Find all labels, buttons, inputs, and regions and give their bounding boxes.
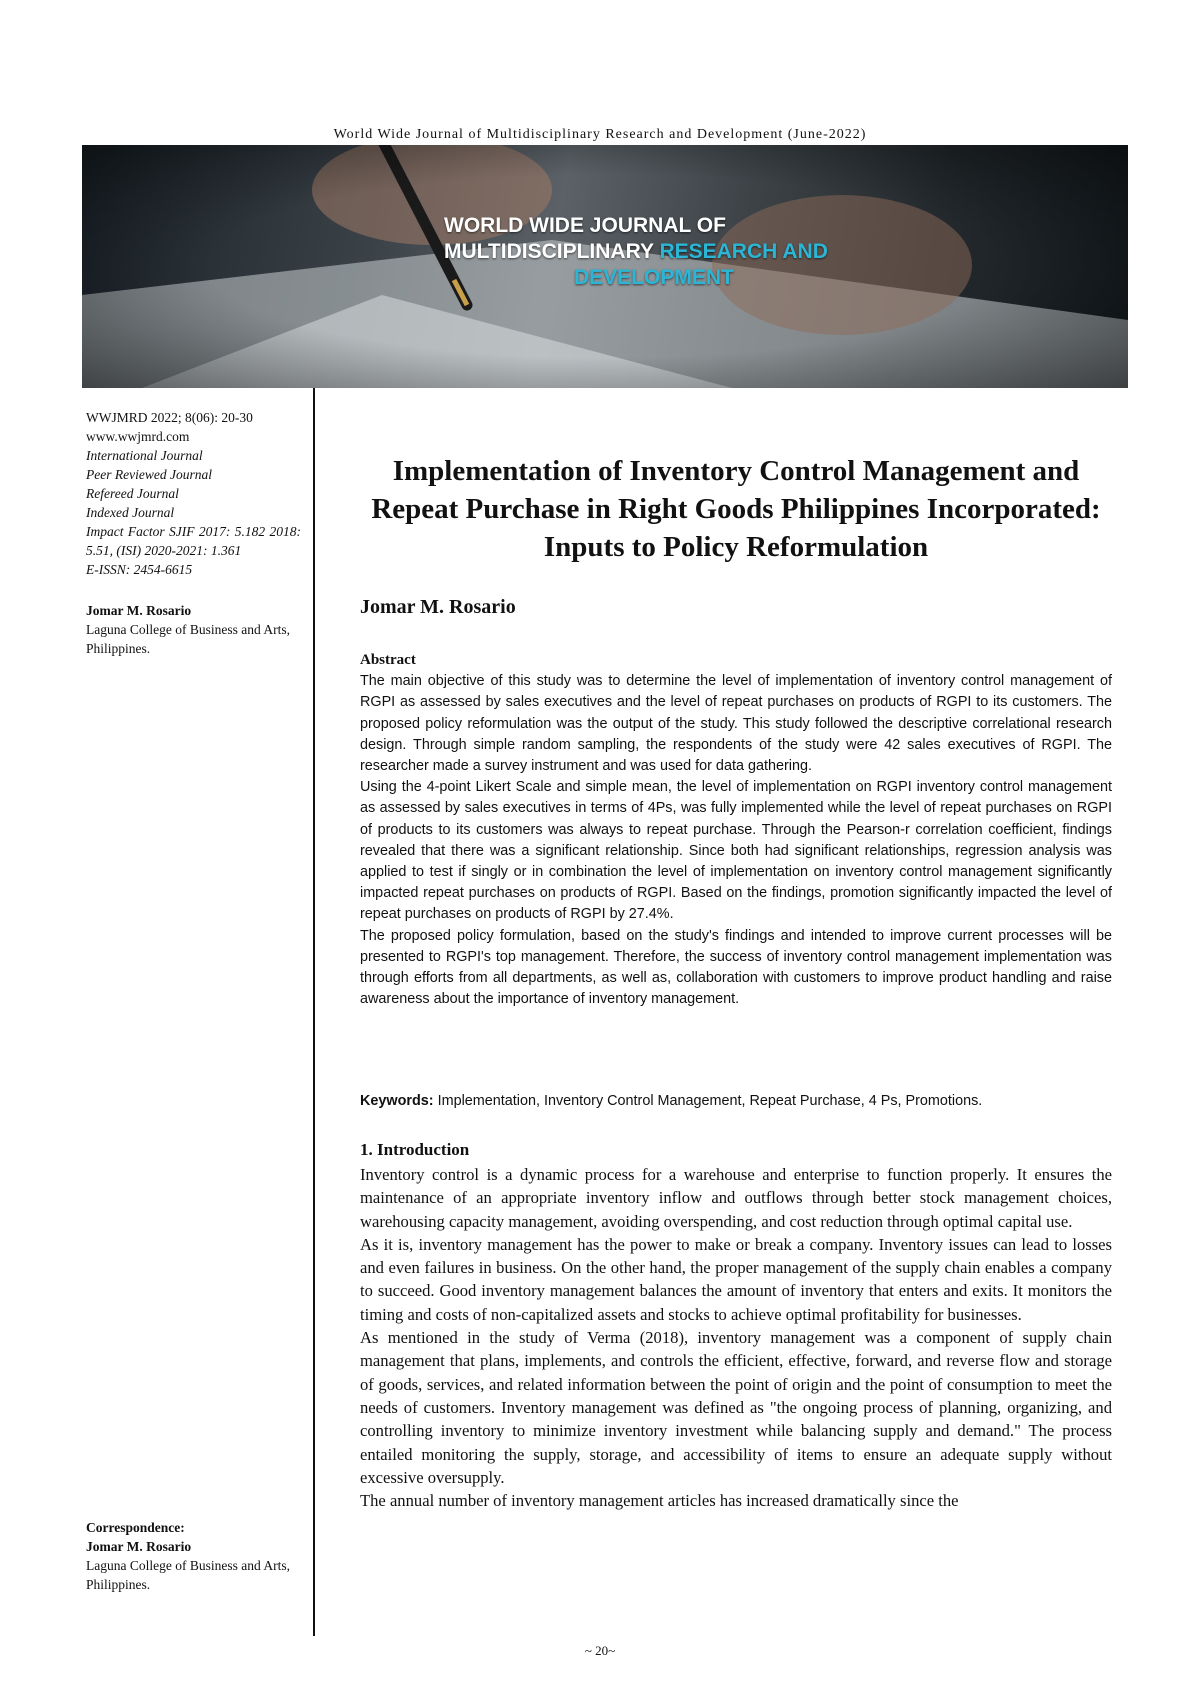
abstract-paragraph: The main objective of this study was to determine the level of implementation of inventory control management of RGPI as assessed by sales executives and the level of repeat purchases on products of RGPI to its customers. The proposed policy reformulation was the output of the study. This study followed the descriptive correlational research design. Through simple random sampling, the respondents of the study were 42 sales executives of RGPI. The researcher made a survey instrument and was used for data gathering.	[360, 673, 1112, 775]
tag-refereed: Refereed Journal	[86, 486, 179, 501]
intro-paragraph: As mentioned in the study of Verma (2018), inventory management was a component of supply chain management that plans, implements, and controls the efficient, effective, forward, and reverse flow and storage of goods, services, and related information between the point of origin and the point of consumption to meet the needs of customers. Inventory management was defined as "the ongoing process of planning, organizing, and controlling inventory to minimize inventory investment while balancing supply and demand." The process entailed monitoring the supply, storage, and accessibility of items to ensure an adequate supply without excessive oversupply.	[360, 1328, 1112, 1487]
banner-line-3: DEVELOPMENT	[574, 266, 734, 289]
intro-heading: 1. Introduction	[360, 1140, 470, 1159]
journal-banner	[82, 145, 1128, 388]
keywords-list: Implementation, Inventory Control Management, Repeat Purchase, 4 Ps, Promotions.	[437, 1093, 983, 1109]
eissn: E-ISSN: 2454-6615	[86, 562, 193, 577]
impact-factor: Impact Factor SJIF 2017: 5.182 2018: 5.51, (ISI) 2020-2021: 1.361	[86, 524, 301, 558]
column-divider	[313, 388, 315, 1636]
correspondence-affiliation: Laguna College of Business and Arts, Philippines.	[86, 1558, 290, 1592]
intro-paragraph: As it is, inventory management has the power to make or break a company. Inventory issues can lead to losses and even failures in business. On the other hand, the proper management of the supply chain enables a company to succeed. Good inventory management balances the amount of inventory that enters and exits. It monitors the timing and costs of non-capitalized assets and stocks to achieve optimal profitability for businesses.	[360, 1234, 1112, 1324]
keywords	[360, 1093, 1112, 1109]
page-number: ~ 20~	[584, 1643, 616, 1658]
abstract	[360, 650, 1112, 1010]
paper-title: Implementation of Inventory Control Management and Repeat Purchase in Right Goods Philippines Incorporated: Inputs to Policy Reformulation	[371, 455, 1101, 563]
correspondence-name: Jomar M. Rosario	[86, 1539, 192, 1554]
sidebar-author-affiliation: Laguna College of Business and Arts, Philippines.	[86, 622, 290, 656]
intro-paragraph: Inventory control is a dynamic process for a warehouse and enterprise to function properly. It ensures the maintenance of an appropriate inventory inflow and outflows through better stock management choices, warehousing capacity management, avoiding overspending, and cost reduction through optimal capital use.	[360, 1165, 1112, 1231]
tag-indexed: Indexed Journal	[86, 505, 175, 520]
abstract-paragraph: The proposed policy formulation, based on the study's findings and intended to improve current processes will be presented to RGPI's top management. Therefore, the success of inventory control management implementation was through efforts from all departments, as well as, collaboration with customers to improve product handling and raise awareness about the importance of inventory management.	[360, 927, 1112, 1008]
banner-line-2	[444, 239, 964, 265]
paper-author: Jomar M. Rosario	[360, 596, 516, 618]
intro-paragraph: The annual number of inventory management articles has increased dramatically since the	[360, 1491, 959, 1511]
correspondence-label: Correspondence:	[86, 1520, 185, 1535]
abstract-heading: Abstract	[360, 652, 416, 668]
tag-international: International Journal	[86, 448, 203, 463]
introduction	[360, 1163, 1112, 1512]
sidebar-author-name: Jomar M. Rosario	[86, 603, 192, 618]
keywords-label: Keywords:	[360, 1093, 434, 1109]
correspondence-block	[86, 1518, 301, 1594]
banner-title	[444, 213, 964, 291]
website-link[interactable]: www.wwjmrd.com	[86, 429, 190, 444]
banner-line-1: WORLD WIDE JOURNAL OF	[444, 214, 726, 237]
tag-peer-reviewed: Peer Reviewed Journal	[86, 467, 212, 482]
abstract-paragraph: Using the 4-point Likert Scale and simple mean, the level of implementation on RGPI inventory control management as assessed by sales executives in terms of 4Ps, was fully implemented while the level of repeat purchases on RGPI of products to its customers was always to repeat purchase. Through the Pearson-r correlation coefficient, findings revealed that there was a significant relationship. Since both had significant relationships, regression analysis was applied to test if singly or in combination the level of implementation on inventory control management significantly impacted repeat purchases on products of RGPI. Based on the findings, promotion significantly impacted the level of repeat purchases on products of RGPI by 27.4%.	[360, 779, 1112, 923]
banner-line-2-accent: RESEARCH AND	[659, 240, 828, 263]
running-header: World Wide Journal of Multidisciplinary Research and Development (June-2022)	[333, 127, 867, 142]
sidebar-meta	[86, 408, 301, 658]
banner-line-2-white: MULTIDISCIPLINARY	[444, 240, 660, 263]
citation: WWJMRD 2022; 8(06): 20-30	[86, 410, 253, 425]
